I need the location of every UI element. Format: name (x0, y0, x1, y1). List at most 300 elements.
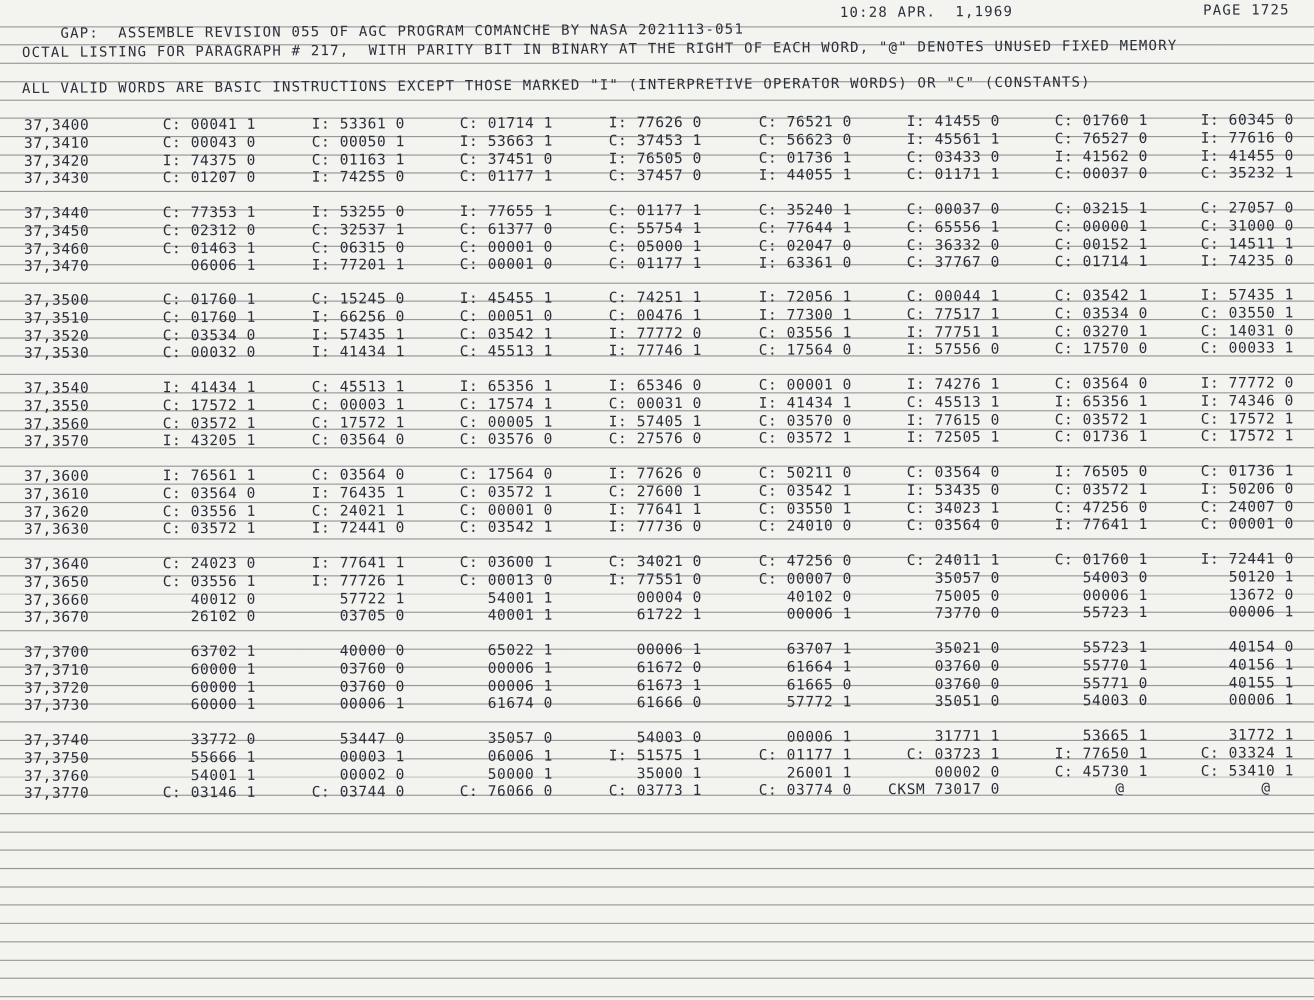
memory-word: 03760 0 (339, 678, 406, 696)
memory-word: 65022 1 (487, 642, 554, 659)
memory-word: C: 34023 1 (906, 500, 1001, 517)
memory-word: I: 53663 1 (459, 133, 554, 150)
memory-word: I: 77615 0 (906, 412, 1001, 429)
memory-address: 37,3520 (23, 328, 90, 345)
memory-word: C: 02047 0 (758, 237, 853, 255)
memory-word: 00002 0 (339, 766, 406, 784)
memory-word: I: 57405 1 (608, 413, 703, 430)
listing-row (0, 604, 1314, 628)
memory-word: C: 01736 1 (1200, 463, 1295, 480)
memory-word: 00002 0 (934, 764, 1001, 781)
memory-address: 37,3720 (23, 680, 90, 697)
memory-word: C: 17574 1 (459, 396, 554, 413)
memory-word: C: 56623 0 (758, 132, 853, 149)
memory-word: 55666 1 (190, 749, 257, 766)
memory-word: 60000 1 (190, 697, 257, 714)
memory-word: C: 50211 0 (758, 465, 853, 482)
memory-word: C: 01714 1 (1054, 254, 1149, 271)
memory-word: C: 17572 1 (162, 397, 257, 415)
memory-address: 37,3700 (23, 644, 90, 661)
memory-word: C: 06315 0 (311, 239, 406, 257)
memory-word: C: 00001 0 (1200, 516, 1295, 534)
memory-word: C: 03572 1 (1054, 481, 1149, 499)
memory-word: C: 00003 1 (311, 397, 406, 414)
memory-word: C: 35240 1 (758, 202, 853, 219)
memory-word: I: 77300 1 (758, 307, 853, 324)
memory-word: C: 01714 1 (459, 115, 554, 132)
memory-word: C: 00043 0 (162, 134, 257, 152)
memory-word: 00006 1 (1228, 692, 1295, 710)
memory-word: C: 03542 1 (1054, 287, 1149, 305)
memory-word: C: 03433 0 (906, 149, 1001, 166)
memory-word: C: 24011 1 (906, 552, 1001, 570)
memory-word: 61665 0 (786, 676, 853, 694)
header-line-3: ALL VALID WORDS ARE BASIC INSTRUCTIONS EXCEPT THOSE MARKED "I" (INTERPRETIVE OPERATOR WORDS) OR "C" (CONSTANTS) (21, 74, 1091, 97)
memory-word: C: 02312 0 (162, 222, 257, 240)
memory-word: 03760 0 (934, 676, 1001, 693)
memory-word: 00006 1 (786, 729, 853, 746)
memory-word: I: 77641 1 (1054, 517, 1149, 534)
memory-word: 00006 1 (1228, 604, 1295, 622)
memory-address: 37,3550 (23, 398, 90, 415)
listing-row (0, 692, 1314, 716)
memory-word: C: 03572 1 (459, 484, 554, 501)
memory-word: C: 76521 0 (758, 114, 853, 131)
memory-address: 37,3400 (23, 117, 90, 134)
memory-word: 00006 1 (339, 696, 406, 713)
memory-word: 00006 1 (786, 606, 853, 623)
memory-word: C: 03534 0 (1054, 305, 1149, 323)
memory-address: 37,3410 (23, 135, 90, 152)
memory-word: C: 24023 0 (162, 555, 257, 573)
memory-word: 00004 0 (636, 589, 703, 606)
memory-word: 40000 0 (339, 643, 406, 660)
memory-word: 54003 0 (636, 729, 703, 747)
memory-word: I: 77641 1 (608, 501, 703, 518)
memory-word: I: 77746 1 (608, 343, 703, 360)
memory-word: C: 77517 1 (906, 306, 1001, 323)
memory-word: C: 03556 1 (162, 503, 257, 520)
memory-word: 40001 1 (487, 607, 554, 625)
memory-word: 55770 1 (1082, 657, 1149, 675)
memory-word: C: 27057 0 (1200, 200, 1295, 217)
memory-word: I: 77772 0 (608, 325, 703, 342)
memory-word: I: 77626 0 (608, 465, 703, 483)
listing-row (0, 340, 1314, 364)
memory-word: C: 00032 0 (162, 345, 257, 362)
memory-word: I: 74346 0 (1200, 393, 1295, 410)
memory-word: 55723 1 (1082, 639, 1149, 657)
memory-address: 37,3570 (23, 434, 90, 451)
memory-word: C: 53410 1 (1200, 762, 1295, 780)
memory-word: I: 77751 1 (906, 324, 1001, 341)
memory-word: C: 03723 1 (906, 746, 1001, 763)
memory-word: C: 01177 1 (459, 168, 554, 186)
memory-word: C: 03542 1 (758, 483, 853, 500)
memory-word: C: 03773 1 (608, 783, 703, 800)
memory-word: I: 77201 1 (311, 257, 406, 275)
memory-word: C: 45513 1 (906, 394, 1001, 411)
memory-address: 37,3560 (23, 416, 90, 433)
memory-word: 35000 1 (636, 765, 703, 782)
memory-word: I: 50206 0 (1200, 481, 1295, 498)
memory-word: 57722 1 (339, 590, 406, 608)
memory-word: 61664 1 (786, 659, 853, 676)
memory-word: C: 00050 1 (311, 134, 406, 151)
memory-word: 13672 0 (1228, 586, 1295, 604)
memory-address: 37,3640 (23, 556, 90, 573)
memory-word: I: 77616 0 (1200, 130, 1295, 147)
memory-word: I: 53361 0 (311, 116, 406, 133)
memory-word: C: 03570 0 (758, 412, 853, 430)
memory-word: 53447 0 (339, 731, 406, 748)
memory-word: C: 00476 1 (608, 307, 703, 325)
memory-word: I: 76561 1 (162, 467, 257, 485)
memory-word: 63702 1 (190, 643, 257, 661)
memory-word: I: 41434 1 (311, 344, 406, 362)
memory-address: 37,3620 (23, 504, 90, 521)
memory-word: C: 03556 1 (758, 324, 853, 342)
memory-word: C: 03564 0 (162, 485, 257, 503)
memory-word: C: 00041 1 (162, 116, 257, 134)
memory-word: C: 37451 0 (459, 151, 554, 168)
memory-word: 40012 0 (190, 591, 257, 608)
memory-word: C: 32537 1 (311, 222, 406, 239)
memory-word: C: 00013 0 (459, 572, 554, 589)
memory-word: I: 63361 0 (758, 255, 853, 273)
memory-word: 26001 1 (786, 764, 853, 782)
memory-word: 54001 1 (487, 590, 554, 607)
memory-word: C: 61377 0 (459, 221, 554, 238)
memory-word: 54001 1 (190, 767, 257, 784)
memory-word: C: 45513 1 (459, 343, 554, 361)
memory-word: 33772 0 (190, 731, 257, 749)
memory-word: C: 76066 0 (459, 783, 554, 801)
memory-address: 37,3500 (23, 292, 90, 309)
memory-word: C: 00001 0 (459, 239, 554, 256)
memory-address: 37,3420 (23, 153, 90, 170)
memory-address: 37,3670 (23, 610, 90, 627)
memory-word: I: 76505 0 (608, 150, 703, 167)
memory-word: C: 37453 1 (608, 132, 703, 150)
memory-address: 37,3770 (23, 786, 90, 803)
memory-word: C: 17564 0 (758, 342, 853, 360)
memory-word: C: 03564 0 (311, 432, 406, 450)
memory-word: 00006 1 (1082, 587, 1149, 604)
memory-word: C: 17564 0 (459, 466, 554, 483)
memory-word: I: 53255 0 (311, 204, 406, 221)
memory-word: 00006 1 (487, 660, 554, 677)
memory-word: I: 72505 1 (906, 430, 1001, 447)
memory-word: 06006 1 (487, 748, 554, 765)
memory-address: 37,3750 (23, 750, 90, 767)
memory-word: 55771 0 (1082, 675, 1149, 692)
memory-word: C: 17572 1 (311, 414, 406, 432)
memory-word: 61672 0 (636, 659, 703, 677)
memory-word: I: 65346 0 (608, 377, 703, 395)
memory-address: 37,3470 (23, 259, 90, 276)
memory-word: C: 01736 1 (1054, 429, 1149, 446)
memory-word: I: 77655 1 (459, 203, 554, 220)
memory-word: C: 03564 0 (906, 518, 1001, 535)
memory-word: I: 41455 0 (1200, 147, 1295, 165)
memory-word: 31772 1 (1228, 727, 1295, 744)
memory-word: C: 55754 1 (608, 220, 703, 238)
memory-word: 60000 1 (190, 661, 257, 678)
memory-word: C: 03572 1 (758, 430, 853, 448)
memory-word: C: 01177 1 (608, 256, 703, 273)
memory-word: 54003 0 (1082, 693, 1149, 710)
memory-word: C: 00001 0 (459, 256, 554, 274)
memory-word: I: 45561 1 (906, 131, 1001, 148)
memory-word: 50120 1 (1228, 569, 1295, 586)
memory-word: C: 03564 0 (906, 464, 1001, 482)
memory-address: 37,3740 (23, 732, 90, 749)
memory-word: C: 00000 1 (1054, 218, 1149, 236)
memory-word: C: 74251 1 (608, 289, 703, 307)
memory-word: C: 37767 0 (906, 255, 1001, 272)
memory-word: I: 74375 0 (162, 152, 257, 169)
memory-word: C: 00051 0 (459, 308, 554, 325)
memory-word: C: 03576 0 (459, 431, 554, 449)
memory-word: C: 01207 0 (162, 170, 257, 187)
memory-word: C: 03774 0 (758, 782, 853, 800)
memory-word: C: 00037 0 (906, 201, 1001, 219)
memory-word: I: 72056 1 (758, 289, 853, 306)
memory-word: C: 03564 0 (1054, 375, 1149, 393)
memory-word: 60000 1 (190, 679, 257, 696)
memory-word: 40154 0 (1228, 639, 1295, 656)
memory-word: 57772 1 (786, 694, 853, 711)
memory-word: C: 47256 0 (1054, 499, 1149, 516)
memory-word: @ (1261, 780, 1271, 797)
memory-word: C: 15245 0 (311, 291, 406, 308)
memory-word: 54003 0 (1082, 569, 1149, 587)
memory-word: 26102 0 (190, 609, 257, 626)
memory-word: C: 34021 0 (608, 553, 703, 571)
memory-word: 31771 1 (934, 728, 1001, 745)
memory-word: C: 01760 1 (1054, 112, 1149, 130)
memory-word: I: 65356 1 (1054, 393, 1149, 411)
memory-word: C: 00033 1 (1200, 340, 1295, 358)
memory-word: I: 77772 0 (1200, 375, 1295, 392)
memory-word: 61722 1 (636, 607, 703, 624)
header-timestamp: 10:28 APR. 1,1969 (839, 3, 1014, 22)
memory-word: I: 72441 0 (311, 520, 406, 538)
memory-word: I: 45455 1 (459, 290, 554, 307)
memory-word: C: 14031 0 (1200, 322, 1295, 340)
memory-address: 37,3540 (23, 380, 90, 397)
memory-word: C: 03324 1 (1200, 745, 1295, 762)
memory-word: C: 03542 1 (459, 519, 554, 537)
memory-word: 35021 0 (934, 640, 1001, 657)
memory-word: I: 77726 1 (311, 573, 406, 590)
memory-word: I: 77551 0 (608, 571, 703, 589)
memory-word: 63707 1 (786, 641, 853, 658)
memory-word: I: 43205 1 (162, 433, 257, 450)
page-number: PAGE 1725 (1203, 2, 1290, 19)
memory-word: C: 24010 0 (758, 518, 853, 536)
memory-address: 37,3530 (23, 346, 90, 363)
memory-word: C: 01463 1 (162, 240, 257, 257)
memory-word: C: 77644 1 (758, 220, 853, 237)
memory-word: 53665 1 (1082, 727, 1149, 745)
memory-word: C: 03542 1 (459, 326, 554, 343)
memory-word: I: 41562 0 (1054, 148, 1149, 165)
memory-word: I: 41455 0 (906, 113, 1001, 131)
memory-word: C: 03564 0 (311, 467, 406, 484)
memory-word: C: 00001 0 (758, 377, 853, 394)
header-title: GAP: ASSEMBLE REVISION 055 OF AGC PROGRAM COMANCHE BY NASA 2021113-051 (60, 21, 745, 42)
memory-word: I: 77641 1 (311, 555, 406, 572)
memory-word: I: 57556 0 (906, 342, 1001, 359)
memory-address: 37,3730 (23, 698, 90, 715)
memory-word: C: 03572 1 (162, 521, 257, 538)
memory-word: I: 74255 0 (311, 169, 406, 187)
memory-word: C: 03572 1 (162, 415, 257, 432)
memory-word: C: 03744 0 (311, 784, 406, 802)
memory-word: I: 60345 0 (1200, 112, 1295, 129)
memory-word: C: 31000 0 (1200, 218, 1295, 235)
memory-word: I: 53435 0 (906, 482, 1001, 499)
memory-word: C: 76527 0 (1054, 130, 1149, 148)
memory-address: 37,3630 (23, 522, 90, 539)
memory-word: C: 35232 1 (1200, 165, 1295, 183)
memory-word: 35051 0 (934, 694, 1001, 711)
memory-word: I: 74235 0 (1200, 253, 1295, 271)
memory-word: C: 03572 1 (1054, 411, 1149, 428)
memory-word: 00003 1 (339, 749, 406, 766)
memory-word: C: 01760 1 (162, 309, 257, 327)
memory-word: 00006 1 (487, 678, 554, 695)
memory-word: 40155 1 (1228, 674, 1295, 692)
listing-row (0, 165, 1314, 189)
memory-word: C: 45513 1 (311, 379, 406, 396)
memory-word: C: 00001 0 (459, 502, 554, 519)
memory-word: I: 74276 1 (906, 376, 1001, 394)
memory-word: C: 14511 1 (1200, 235, 1295, 253)
memory-word: 35057 0 (934, 570, 1001, 587)
header-line-2: OCTAL LISTING FOR PARAGRAPH # 217, WITH PARITY BIT IN BINARY AT THE RIGHT OF EACH WORD, "@" DENOTES UNUSED FIXED MEMORY (21, 37, 1178, 61)
memory-word: C: 01760 1 (1054, 551, 1149, 569)
memory-word: C: 36332 0 (906, 237, 1001, 254)
listing-row (0, 516, 1314, 540)
memory-word: 61673 1 (636, 677, 703, 694)
memory-word: I: 66256 0 (311, 309, 406, 326)
memory-word: C: 01163 1 (311, 151, 406, 169)
memory-word: I: 72441 0 (1200, 551, 1295, 568)
memory-word: C: 01736 1 (758, 149, 853, 167)
memory-word: 50000 1 (487, 766, 554, 783)
memory-word: 03760 0 (339, 661, 406, 678)
memory-word: 40102 0 (786, 588, 853, 606)
memory-word: I: 76435 1 (311, 485, 406, 502)
memory-word: I: 57435 1 (311, 326, 406, 344)
memory-word: 61666 0 (636, 695, 703, 712)
memory-word: 03760 0 (934, 658, 1001, 675)
listing-row (0, 428, 1314, 452)
memory-word: I: 77626 0 (608, 114, 703, 132)
memory-word: I: 41434 1 (162, 379, 257, 397)
memory-word: C: 27576 0 (608, 431, 703, 448)
memory-word: C: 24007 0 (1200, 498, 1295, 516)
memory-word: 61674 0 (487, 695, 554, 713)
memory-word: C: 65556 1 (906, 219, 1001, 236)
listing-row (0, 253, 1314, 277)
memory-address: 37,3650 (23, 574, 90, 591)
memory-word: C: 03534 0 (162, 327, 257, 344)
memory-address: 37,3430 (23, 171, 90, 188)
memory-word: CKSM 73017 0 (887, 782, 1001, 799)
memory-word: C: 37457 0 (608, 168, 703, 185)
memory-word: 00006 1 (636, 641, 703, 659)
memory-word: C: 77353 1 (162, 204, 257, 222)
memory-word: I: 41434 1 (758, 395, 853, 412)
memory-word: C: 00031 0 (608, 395, 703, 413)
listing-row (0, 780, 1314, 804)
memory-address: 37,3660 (23, 592, 90, 609)
memory-word: C: 00152 1 (1054, 236, 1149, 253)
memory-word: C: 01177 1 (758, 747, 853, 764)
memory-word: C: 00037 0 (1054, 166, 1149, 183)
memory-word: C: 01177 1 (608, 202, 703, 220)
memory-address: 37,3610 (23, 486, 90, 503)
memory-word: C: 27600 1 (608, 483, 703, 501)
memory-address: 37,3510 (23, 310, 90, 327)
memory-word: C: 00044 1 (906, 288, 1001, 306)
memory-address: 37,3450 (23, 223, 90, 240)
memory-word: C: 01171 1 (906, 167, 1001, 184)
memory-word: 06006 1 (190, 258, 257, 275)
memory-address: 37,3760 (23, 768, 90, 785)
memory-word: I: 77650 1 (1054, 745, 1149, 763)
memory-word: C: 17572 1 (1200, 410, 1295, 428)
memory-word: C: 03270 1 (1054, 323, 1149, 340)
memory-word: C: 03550 1 (758, 500, 853, 518)
memory-word: I: 77736 0 (608, 519, 703, 536)
memory-word: 55723 1 (1082, 605, 1149, 622)
memory-word: I: 51575 1 (608, 747, 703, 765)
memory-word: C: 45730 1 (1054, 763, 1149, 780)
memory-word: I: 65356 1 (459, 378, 554, 395)
memory-word: I: 57435 1 (1200, 287, 1295, 304)
memory-word: C: 03550 1 (1200, 305, 1295, 322)
memory-word: C: 03600 1 (459, 554, 554, 571)
memory-address: 37,3710 (23, 662, 90, 679)
memory-address: 37,3460 (23, 241, 90, 258)
memory-word: C: 03215 1 (1054, 200, 1149, 218)
memory-word: C: 05000 1 (608, 238, 703, 255)
memory-address: 37,3600 (23, 468, 90, 485)
memory-word: C: 00007 0 (758, 571, 853, 588)
memory-word: 35057 0 (487, 730, 554, 747)
memory-word: I: 44055 1 (758, 167, 853, 185)
memory-word: C: 03146 1 (162, 785, 257, 802)
memory-word: C: 00005 1 (459, 414, 554, 431)
memory-word: 75005 0 (934, 588, 1001, 605)
memory-word: @ (1115, 781, 1125, 798)
memory-word: 03705 0 (339, 608, 406, 625)
memory-word: 73770 0 (934, 606, 1001, 623)
memory-word: C: 03556 1 (162, 573, 257, 591)
memory-word: C: 01760 1 (162, 291, 257, 309)
memory-word: C: 24021 1 (311, 502, 406, 520)
memory-address: 37,3440 (23, 205, 90, 222)
memory-word: C: 17572 1 (1200, 428, 1295, 446)
memory-word: C: 17570 0 (1054, 341, 1149, 358)
memory-word: 40156 1 (1228, 657, 1295, 674)
memory-word: I: 76505 0 (1054, 463, 1149, 481)
